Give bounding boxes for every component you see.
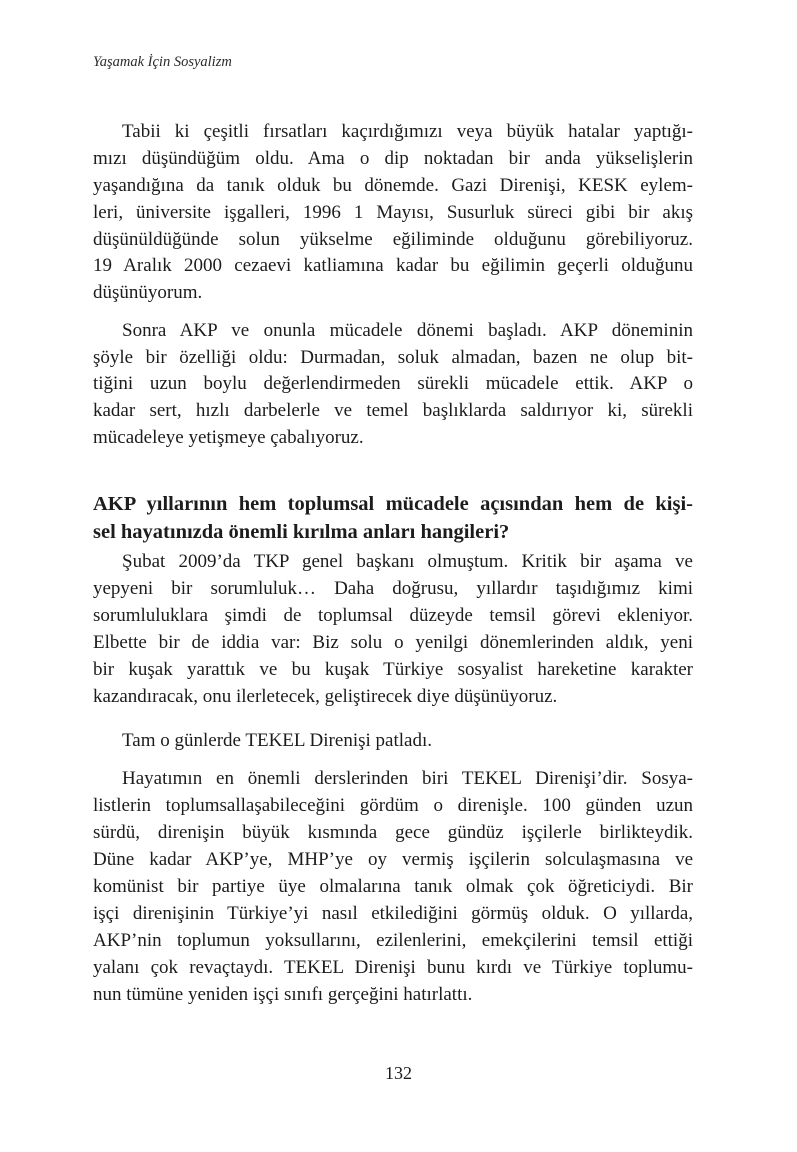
text-line: kadar sert, hızlı darbelerle ve temel başlıklarda saldırıyor ki, sürekli bbox=[93, 400, 693, 421]
text-line: Şubat 2009’da TKP genel başkanı olmuştum. Kritik bir aşama ve bbox=[122, 551, 693, 572]
text-line: bir kuşak yarattık ve bu kuşak Türkiye sosyalist hareketine karakter bbox=[93, 659, 693, 680]
text-line: yalanı çok revaçtaydı. TEKEL Direnişi bunu kırdı ve Türkiye toplumu- bbox=[93, 957, 693, 978]
text-line: mücadeleye yetişmeye çabalıyoruz. bbox=[93, 427, 364, 448]
text-line: tiğini uzun boylu değerlendirmeden sürekli mücadele ettik. AKP o bbox=[93, 373, 693, 394]
text-line: düşünüyorum. bbox=[93, 282, 203, 303]
text-line: 19 Aralık 2000 cezaevi katliamına kadar bu eğilimin geçerli olduğunu bbox=[93, 255, 693, 276]
heading-line: AKP yıllarının hem toplumsal mücadele açısından hem de kişi- bbox=[93, 493, 693, 515]
text-line: Tabii ki çeşitli fırsatları kaçırdığımızı veya büyük hatalar yaptığı- bbox=[122, 121, 693, 142]
text-line: listlerin toplumsallaşabileceğini gördüm o direnişle. 100 günden uzun bbox=[93, 795, 693, 816]
text-line: yepyeni bir sorumluluk… Daha doğrusu, yıllardır taşıdığımız kimi bbox=[93, 578, 693, 599]
text-line: Tam o günlerde TEKEL Direnişi patladı. bbox=[122, 730, 432, 751]
heading-line: sel hayatınızda önemli kırılma anları hangileri? bbox=[93, 521, 510, 543]
text-line: nun tümüne yeniden işçi sınıfı gerçeğini hatırlattı. bbox=[93, 984, 473, 1005]
text-line: sürdü, direnişin büyük kısmında gece gündüz işçilerle birlikteydik. bbox=[93, 822, 693, 843]
text-line: Hayatımın en önemli derslerinden biri TEKEL Direnişi’dir. Sosya- bbox=[122, 768, 693, 789]
text-line: Elbette bir de iddia var: Biz solu o yenilgi dönemlerinden aldık, yeni bbox=[93, 632, 693, 653]
page-number: 132 bbox=[385, 1063, 412, 1083]
text-line: AKP’nin toplumun yoksullarını, ezilenlerini, emekçilerini temsil ettiği bbox=[93, 930, 693, 951]
text-line: Sonra AKP ve onunla mücadele dönemi başladı. AKP döneminin bbox=[122, 320, 693, 341]
text-line: düşünüldüğünde solun yükselme eğiliminde olduğunu görebiliyoruz. bbox=[93, 229, 693, 250]
text-line: sorumluluklara şimdi de toplumsal düzeyde temsil görevi ekleniyor. bbox=[93, 605, 693, 626]
text-line: işçi direnişinin Türkiye’yi nasıl etkilediğini görmüş olduk. O yıllarda, bbox=[93, 903, 693, 924]
text-line: komünist bir partiye üye olmalarına tanık olmak çok öğreticiydi. Bir bbox=[93, 876, 693, 897]
text-line: şöyle bir özelliği oldu: Durmadan, soluk almadan, bazen ne olup bit- bbox=[93, 347, 693, 368]
text-line: kazandıracak, onu ilerletecek, geliştirecek diye düşünüyoruz. bbox=[93, 686, 558, 707]
text-line: yaşandığına da tanık olduk bu dönemde. Gazi Direnişi, KESK eylem- bbox=[93, 175, 693, 196]
text-line: mızı düşündüğüm oldu. Ama o dip noktadan bir anda yükselişlerin bbox=[93, 148, 693, 169]
text-line: leri, üniversite işgalleri, 1996 1 Mayısı, Susurluk süreci gibi bir akış bbox=[93, 202, 693, 223]
text-line: Düne kadar AKP’ye, MHP’ye oy vermiş işçilerin solculaşmasına ve bbox=[93, 849, 693, 870]
running-header: Yaşamak İçin Sosyalizm bbox=[93, 54, 232, 70]
